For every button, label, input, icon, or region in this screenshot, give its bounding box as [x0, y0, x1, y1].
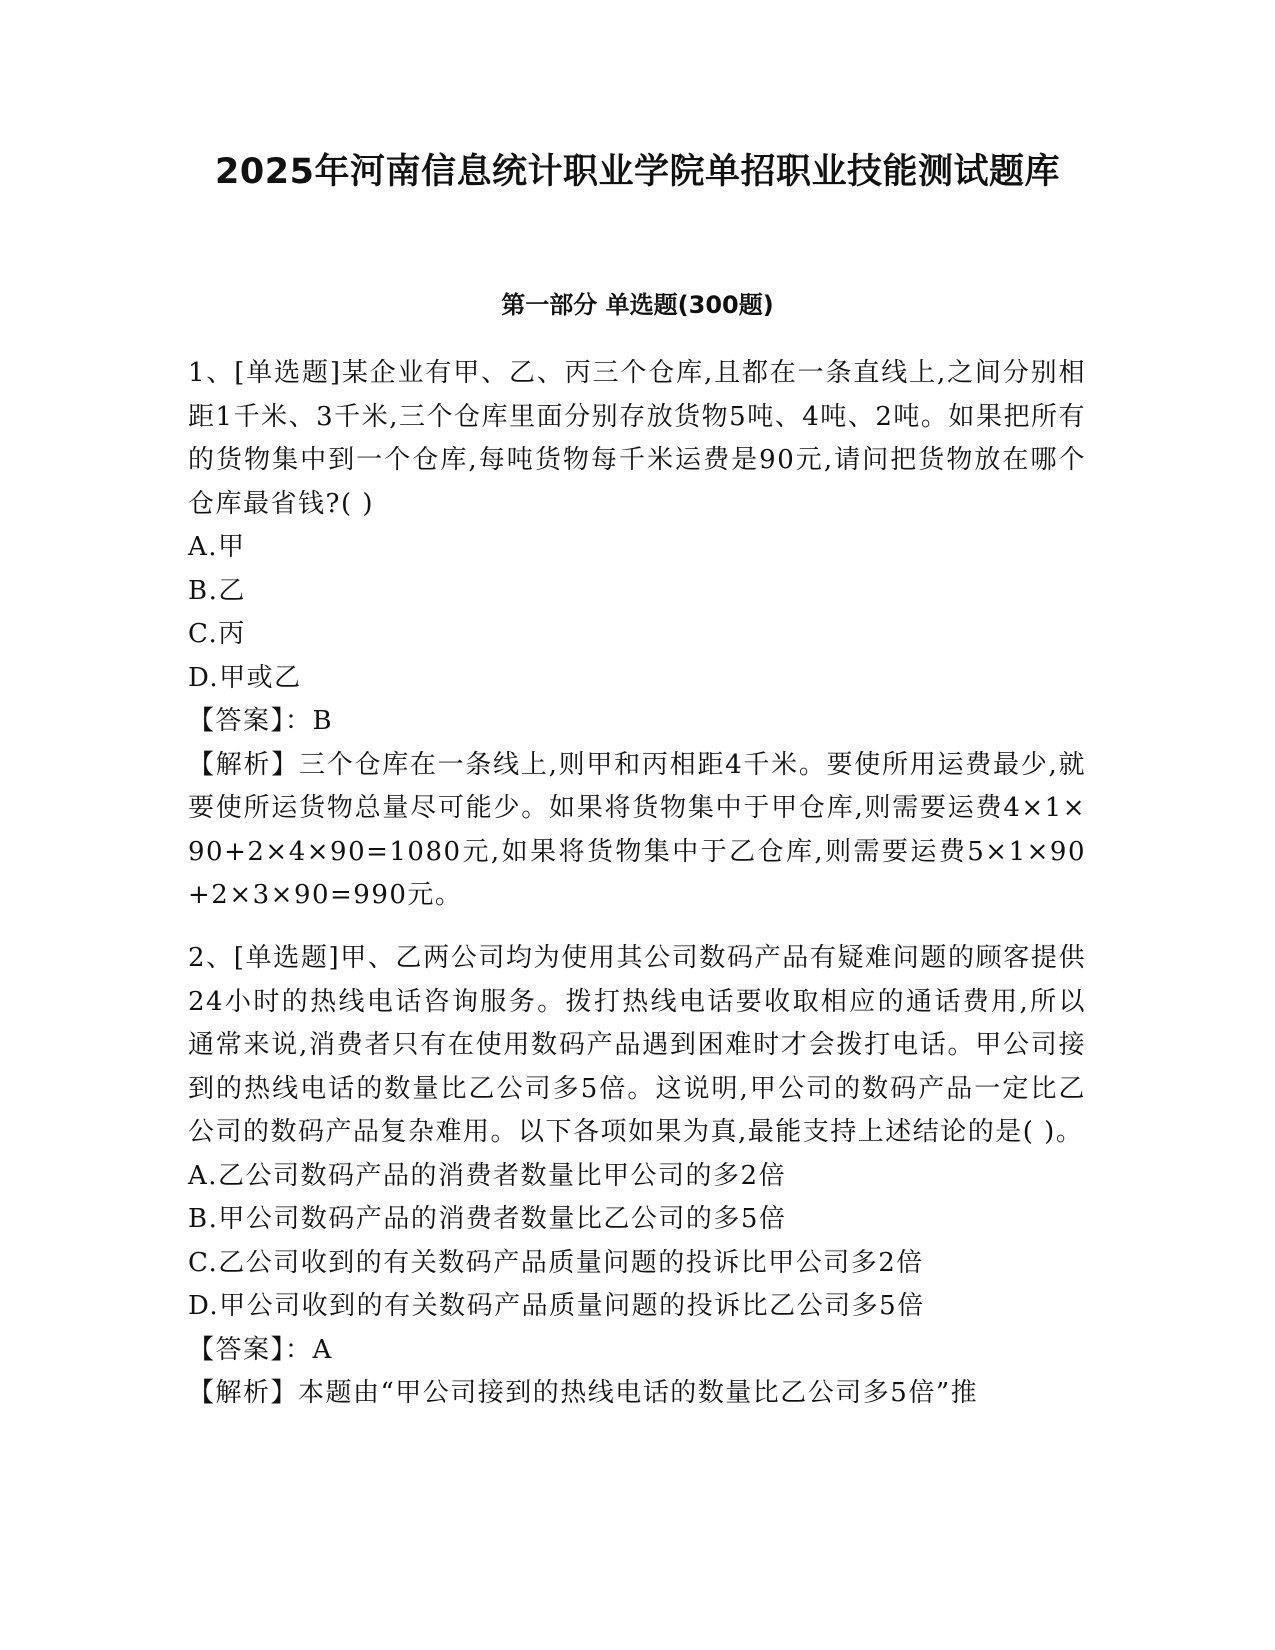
option-b: B.乙 — [188, 575, 246, 606]
option-c: C.丙 — [188, 619, 246, 649]
option-a: A.乙公司数码产品的消费者数量比甲公司的多2倍 — [188, 1160, 787, 1191]
question-stem: 1、[单选题]某企业有甲、乙、丙三个仓库,且都在一条直线上,之间分别相距1千米、3千米,三个仓库里面分别存放货物5吨、4吨、2吨。如果把所有的货物集中到一个仓库,每吨货物每千米运费是90元,请问把货物放在哪个仓库最省钱?( ) — [188, 358, 1086, 519]
question-block — [188, 352, 1086, 918]
analysis-paragraph — [188, 744, 1086, 918]
analysis-text: 本题由“甲公司接到的热线电话的数量比乙公司多5倍”推 — [298, 1378, 979, 1408]
analysis-label: 【解析】 — [188, 1378, 299, 1408]
section-title: 第一部分 单选题(300题) — [501, 291, 774, 319]
answer-line — [188, 1329, 1086, 1373]
answer-value: ：A — [285, 1334, 333, 1365]
analysis-paragraph — [188, 1372, 1086, 1416]
question-block — [188, 937, 1086, 1416]
answer-label: 【答案】 — [188, 1334, 286, 1365]
question-stem: 2、[单选题]甲、乙两公司均为使用其公司数码产品有疑难问题的顾客提供24小时的热线电话咨询服务。拨打热线电话要收取相应的通话费用,所以通常来说,消费者只有在使用数码产品遇到困难时才会拨打电话。甲公司接到的热线电话的数量比乙公司多5倍。这说明,甲公司的数码产品一定比乙公司的数码产品复杂难用。以下各项如果为真,最能支持上述结论的是( )。 — [188, 943, 1086, 1147]
answer-label: 【答案】 — [188, 706, 286, 736]
option-b: B.甲公司数码产品的消费者数量比乙公司的多5倍 — [188, 1204, 787, 1234]
document-title: 2025年河南信息统计职业学院单招职业技能测试题库 — [215, 152, 1060, 192]
option-c: C.乙公司收到的有关数码产品质量问题的投诉比甲公司多2倍 — [188, 1247, 924, 1278]
analysis-label: 【解析】 — [188, 749, 299, 780]
option-d: D.甲公司收到的有关数码产品质量问题的投诉比乙公司多5倍 — [188, 1291, 925, 1321]
option-a: A.甲 — [188, 532, 246, 562]
option-d: D.甲或乙 — [188, 662, 302, 693]
analysis-text: 三个仓库在一条线上,则甲和丙相距4千米。要使所用运费最少,就要使所运货物总量尽可能少。如果将货物集中于甲仓库,则需要运费4×1×90+2×4×90=1080元,如果将货物集中于乙仓库,则需要运费5×1×90+2×3×90=990元。 — [188, 749, 1086, 910]
answer-value: ：B — [285, 706, 334, 736]
answer-line — [188, 700, 1086, 744]
